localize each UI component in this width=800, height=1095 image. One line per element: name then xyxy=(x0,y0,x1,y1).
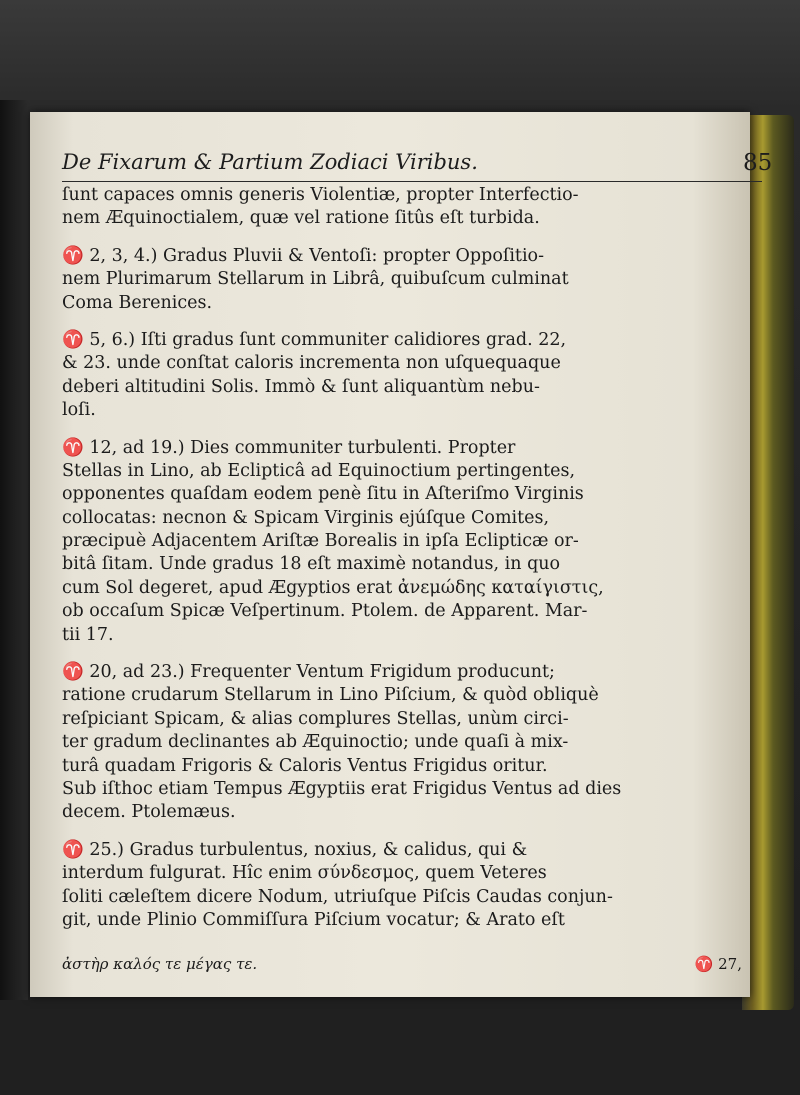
page-number: 85 xyxy=(743,150,773,176)
catchword-next: ♈ 27, xyxy=(694,955,742,973)
text-line: bitâ ſitam. Unde gradus 18 eſt maximè notandus, in quo xyxy=(62,554,561,575)
text-line: tii 17. xyxy=(62,624,114,645)
text-line: ſunt capaces omnis generis Violentiæ, propter Interfectio- xyxy=(62,185,579,205)
text-line: ♈ 12, ad 19.) Dies communiter turbulenti. Propter xyxy=(62,437,516,458)
paragraph xyxy=(62,184,762,231)
text-line: nem Æquinoctialem, quæ vel ratione ſitûs eſt turbida. xyxy=(62,208,540,229)
paragraph xyxy=(62,839,762,933)
text-line: opponentes quaſdam eodem penè ſitu in Aſteriſmo Virginis xyxy=(62,484,584,505)
paragraph xyxy=(62,245,762,315)
text-line: ♈ 5, 6.) Iſti gradus ſunt communiter calidiores grad. 22, xyxy=(62,329,567,350)
text-line: nem Plurimarum Stellarum in Librâ, quibuſcum culminat xyxy=(62,269,569,290)
text-line: ratione crudarum Stellarum in Lino Piſcium, & quòd obliquè xyxy=(62,685,599,706)
running-title: De Fixarum & Partium Zodiaci Viribus. xyxy=(62,150,478,174)
header-rule xyxy=(62,181,762,182)
text-line: Stellas in Lino, ab Eclipticâ ad Equinoctium pertingentes, xyxy=(62,460,576,481)
paragraph xyxy=(62,329,762,423)
text-line: ter gradum declinantes ab Æquinoctio; unde quaſi à mix- xyxy=(62,732,569,753)
text-line: ♈ 25.) Gradus turbulentus, noxius, & calidus, qui & xyxy=(62,839,528,860)
text-line: ſoliti cæleſtem dicere Nodum, utriuſque Piſcis Caudas conjun- xyxy=(62,886,613,907)
text-line: deberi altitudini Solis. Immò & ſunt aliquantùm nebu- xyxy=(62,376,540,397)
text-line: reſpiciant Spicam, & alias complures Stellas, unùm circi- xyxy=(62,708,569,729)
text-line: collocatas: necnon & Spicam Virginis ejúſque Comites, xyxy=(62,507,550,528)
text-line: ob occaſum Spicæ Veſpertinum. Ptolem. de Apparent. Mar- xyxy=(62,601,588,622)
text-line: turâ quadam Frigoris & Caloris Ventus Frigidus oritur. xyxy=(62,755,548,776)
paragraph xyxy=(62,437,762,648)
left-shadow xyxy=(0,100,28,1095)
text-line: loſi. xyxy=(62,400,96,421)
catchword-greek: ἀστὴρ καλός τε μέγας τε. xyxy=(62,955,258,973)
text-line: decem. Ptolemæus. xyxy=(62,802,236,823)
text-line: Coma Berenices. xyxy=(62,292,213,313)
text-line: præcipuè Adjacentem Ariſtæ Borealis in ipſa Eclipticæ or- xyxy=(62,531,579,552)
text-line: interdum fulgurat. Hîc enim σύνδεσμος, quem Veteres xyxy=(62,863,547,884)
below-page-area xyxy=(0,1000,800,1095)
text-line: Sub iſthoc etiam Tempus Ægyptiis erat Frigidus Ventus ad dies xyxy=(62,778,622,799)
text-line: & 23. unde conſtat caloris incrementa non uſquequaque xyxy=(62,353,561,374)
text-line: ♈ 2, 3, 4.) Gradus Pluvii & Ventoſi: propter Oppoſitio- xyxy=(62,245,545,266)
body-text xyxy=(62,184,762,932)
text-line: ♈ 20, ad 23.) Frequenter Ventum Frigidum producunt; xyxy=(62,662,555,683)
text-line: git, unde Plinio Commiſſura Piſcium vocatur; & Arato eſt xyxy=(62,909,565,930)
paragraph xyxy=(62,661,762,825)
text-line: cum Sol degeret, apud Ægyptios erat ἀνεμώδης καταίγιστις, xyxy=(62,577,604,598)
